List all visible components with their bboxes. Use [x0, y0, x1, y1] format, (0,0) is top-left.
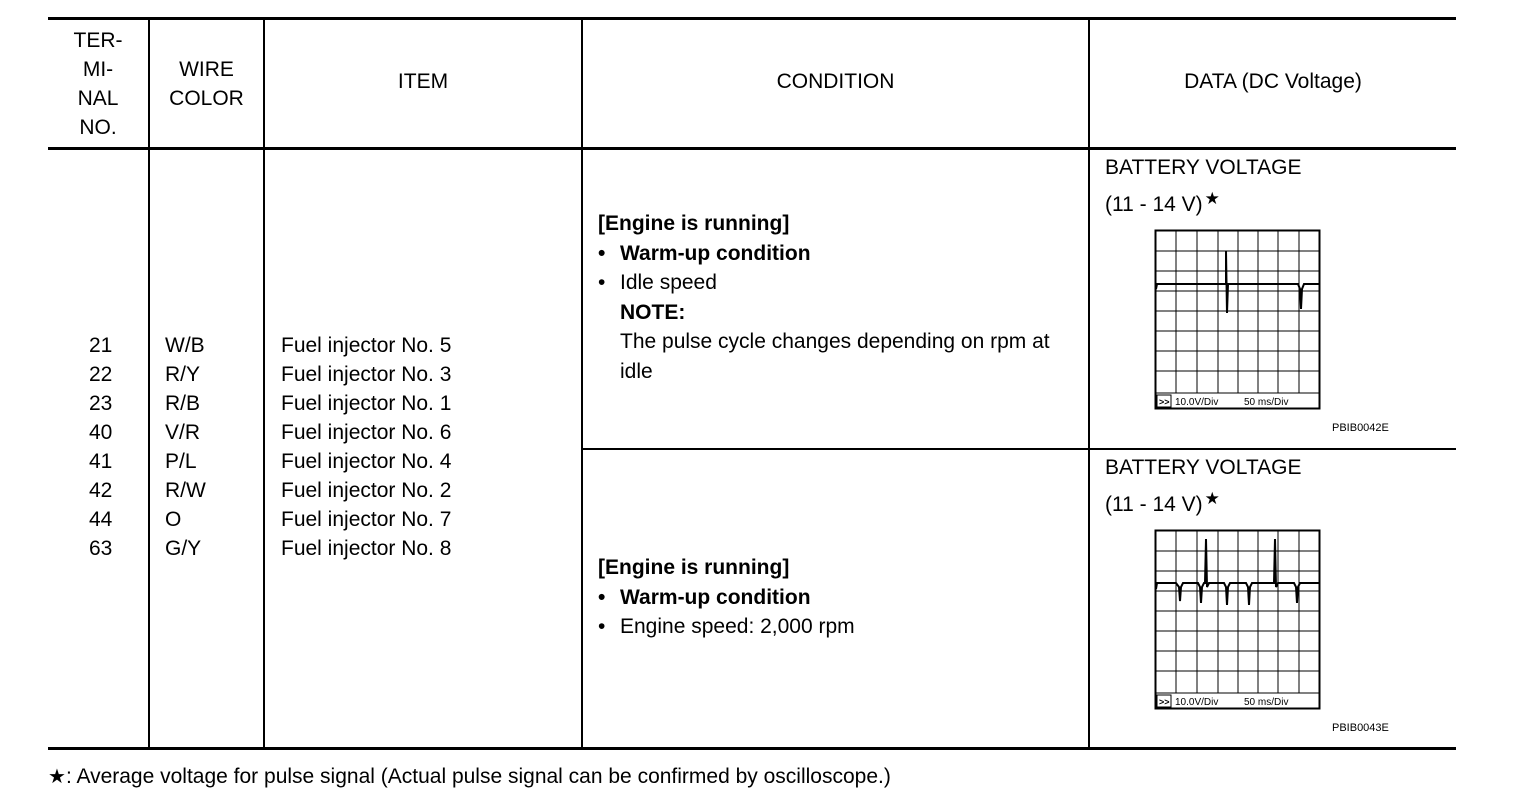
item-name: Fuel injector No. 7 [281, 508, 452, 531]
scope-arrow: >> [1159, 697, 1170, 707]
row-divider-rule [582, 448, 1456, 450]
header-item: ITEM [397, 69, 449, 93]
note-text: The pulse cycle changes depending on rpm at idle [620, 330, 1050, 383]
header-wire-color [150, 22, 263, 146]
item-name: Fuel injector No. 5 [281, 334, 452, 357]
condition-idle [598, 209, 1083, 386]
table-bottom-rule [48, 747, 1456, 750]
table-top-rule [48, 17, 1456, 20]
wire-colors-list [165, 331, 206, 563]
wire-color: R/W [165, 479, 206, 502]
condition-bullet: • Engine speed: 2,000 rpm [598, 612, 1083, 642]
items-list [281, 331, 451, 563]
scope-arrow: >> [1159, 397, 1170, 407]
figure-code-2000rpm: PBIB0043E [1332, 722, 1389, 734]
battery-voltage-label: BATTERY VOLTAGE [1105, 156, 1302, 179]
header-bottom-rule [48, 147, 1456, 150]
wire-color: R/B [165, 392, 201, 415]
star-icon: ★ [1204, 489, 1220, 508]
terminal-number: 23 [89, 392, 113, 415]
wire-color: O [165, 508, 182, 531]
header-condition: CONDITION [776, 69, 895, 93]
scope-time-label: 50 ms/Div [1244, 697, 1289, 708]
terminal-number: 21 [89, 334, 113, 357]
item-name: Fuel injector No. 8 [281, 537, 452, 560]
wire-color: G/Y [165, 537, 202, 560]
footnote-text: : Average voltage for pulse signal (Actual pulse signal can be confirmed by oscilloscope.) [65, 765, 891, 788]
header-terminal-line: TER- [73, 29, 123, 52]
wire-color: P/L [165, 450, 197, 473]
figure-code-idle: PBIB0042E [1332, 422, 1389, 434]
header-terminal-line: NO. [79, 116, 117, 139]
oscilloscope-waveform-idle [1154, 229, 1322, 413]
scope-volts-label: 10.0V/Div [1175, 697, 1219, 708]
data-text-idle [1105, 153, 1301, 220]
scope-grid [1156, 231, 1321, 409]
data-text-2000rpm [1105, 453, 1301, 520]
terminal-number: 22 [89, 363, 113, 386]
star-icon: ★ [1204, 189, 1220, 208]
wire-color: R/Y [165, 363, 201, 386]
header-data: DATA (DC Voltage) [1184, 69, 1362, 93]
wire-color: V/R [165, 421, 201, 444]
condition-bullet: • Warm-up condition [598, 239, 1083, 269]
note-label: NOTE: [620, 300, 686, 324]
condition-title: [Engine is running] [598, 212, 790, 235]
battery-voltage-label: BATTERY VOLTAGE [1105, 456, 1302, 479]
terminal-number: 63 [89, 537, 113, 560]
wire-color: W/B [165, 334, 205, 357]
scope-time-label: 50 ms/Div [1244, 397, 1289, 408]
terminal-number: 41 [89, 450, 113, 473]
condition-bullet: • Idle speed [598, 268, 1083, 298]
condition-bullet: • Warm-up condition [598, 583, 1083, 613]
voltage-range [1105, 490, 1301, 520]
star-icon: ★ [48, 766, 66, 788]
item-name: Fuel injector No. 2 [281, 479, 452, 502]
terminal-number: 44 [89, 508, 113, 531]
condition-title: [Engine is running] [598, 556, 790, 579]
item-name: Fuel injector No. 1 [281, 392, 452, 415]
item-name: Fuel injector No. 3 [281, 363, 452, 386]
header-terminal-line: NAL [77, 87, 119, 110]
terminal-number: 40 [89, 421, 113, 444]
voltage-range-text: (11 - 14 V) [1105, 193, 1203, 216]
voltage-range [1105, 190, 1301, 220]
scope-volts-label: 10.0V/Div [1175, 397, 1219, 408]
terminal-numbers-list [89, 331, 112, 563]
item-name: Fuel injector No. 4 [281, 450, 452, 473]
header-terminal-line: MI- [82, 58, 114, 81]
scope-grid [1156, 531, 1321, 709]
header-wire-line: WIRE [179, 58, 234, 81]
item-name: Fuel injector No. 6 [281, 421, 452, 444]
header-terminal-no [48, 22, 148, 146]
condition-2000rpm [598, 553, 1083, 642]
footnote [48, 764, 891, 789]
oscilloscope-waveform-2000rpm [1154, 529, 1322, 713]
voltage-range-text: (11 - 14 V) [1105, 493, 1203, 516]
terminal-number: 42 [89, 479, 113, 502]
header-wire-line: COLOR [169, 87, 244, 110]
